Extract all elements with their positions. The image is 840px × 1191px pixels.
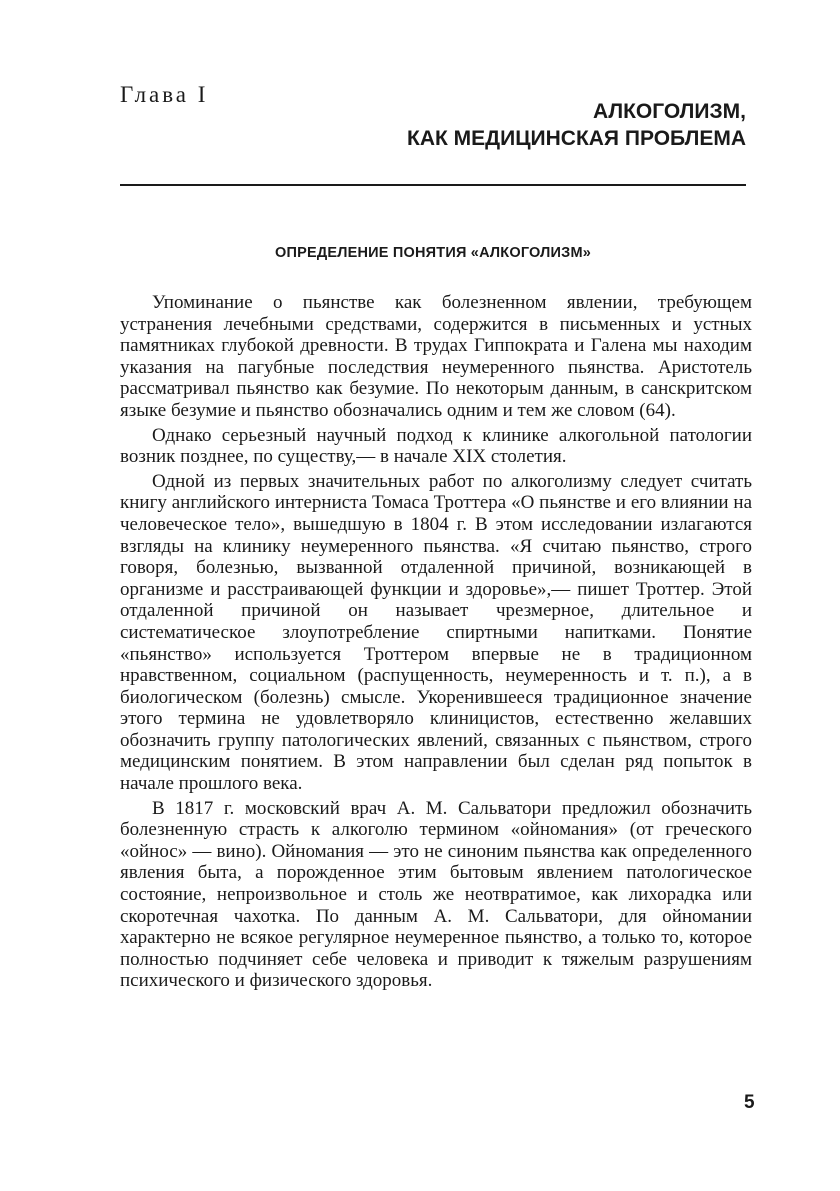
- paragraph-4: В 1817 г. московский врач А. М. Сальватори предложил обозначить болезненную страсть к алкоголю термином «ойномания» (от греческого «ойнос» — вино). Ойномания — это не синоним пьянства как определенного явления быта, а порожденное этим бытовым явлением патологическое состояние, непроизвольное и столь же неотвратимое, как лихорадка или скоротечная чахотка. По данным А. М. Сальватори, для ойномании характерно не всякое регулярное неумеренное пьянство, а только то, которое полностью подчиняет себе человека и приводит к тяжелым разрушениям психического и физического здоровья.: [120, 797, 752, 992]
- chapter-title-line-2: КАК МЕДИЦИНСКАЯ ПРОБЛЕМА: [407, 127, 746, 150]
- chapter-title-line-1: АЛКОГОЛИЗМ,: [592, 100, 746, 123]
- paragraph-2: Однако серьезный научный подход к клинике алкогольной патологии возник позднее, по существу,— в начале XIX столетия.: [120, 424, 752, 468]
- body-text: [120, 292, 752, 995]
- paragraph-3: Одной из первых значительных работ по алкоголизму следует считать книгу английского интерниста Томаса Троттера «О пьянстве и его влиянии на человеческое тело», вышедшую в 1804 г. В этом исследовании излагаются взгляды на клинику неумеренного пьянства. «Я считаю пьянство, строго говоря, болезнью, вызванной отдаленной причиной, возникающей в организме и расстраивающей функции и здоровье»,— пишет Троттер. Этой отдаленной причиной он называет чрезмерное, длительное и систематическое злоупотребление спиртными напитками. Понятие «пьянство» используется Троттером впервые не в традиционном нравственном, социальном (распущенность, неумеренность и т. п.), а в биологическом (болезнь) смысле. Укоренившееся традиционное значение этого термина не удовлетворяло клиницистов, естественно желавших обозначить группу патологических явлений, связанных с пьянством, строго медицинским понятием. В этом направлении был сделан ряд попыток в начале прошлого века.: [120, 470, 752, 795]
- chapter-label: Глава I: [120, 82, 209, 107]
- page-number: 5: [744, 1092, 755, 1113]
- chapter-title: [407, 98, 746, 152]
- section-heading: ОПРЕДЕЛЕНИЕ ПОНЯТИЯ «АЛКОГОЛИЗМ»: [275, 245, 591, 261]
- paragraph-1: Упоминание о пьянстве как болезненном явлении, требующем устранения лечебными средствами, содержится в письменных и устных памятниках глубокой древности. В трудах Гиппократа и Галена мы находим указания на пагубные последствия неумеренного пьянства. Аристотель рассматривал пьянство как безумие. По некоторым данным, в санскритском языке безумие и пьянство обозначались одним и тем же словом (64).: [120, 292, 752, 421]
- header-divider: [120, 184, 746, 186]
